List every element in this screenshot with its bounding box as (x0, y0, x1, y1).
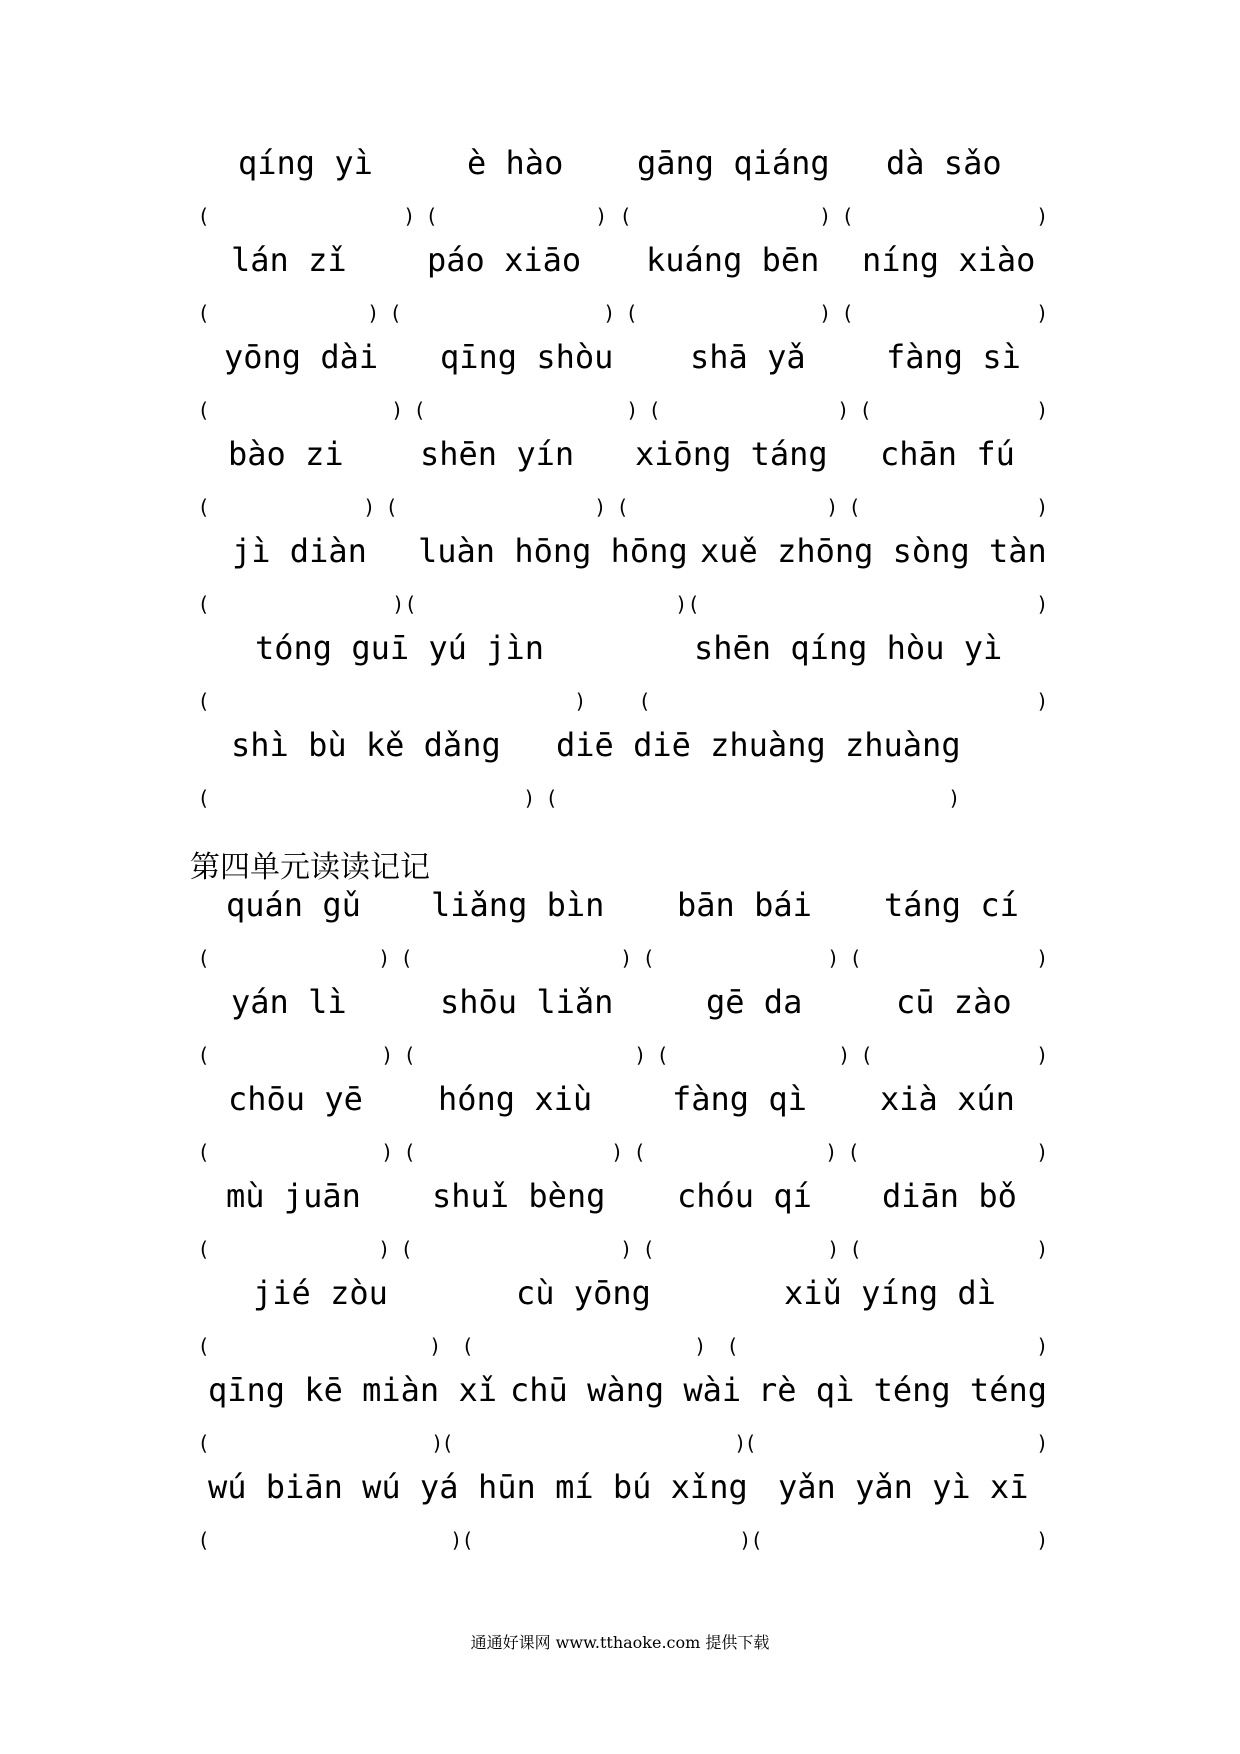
answer-blank-open-paren: ( (406, 1043, 414, 1067)
pinyin-word: fàng sì (886, 338, 1021, 376)
answer-blank-close-paren: ) (1038, 592, 1046, 616)
pinyin-word: gāng qiáng (637, 144, 830, 182)
answer-blank-open-paren: ( (416, 398, 424, 422)
pinyin-word: cù yōng (516, 1274, 651, 1312)
pinyin-word: fàng qì (672, 1080, 807, 1118)
pinyin-word: shēn yín (420, 435, 575, 473)
answer-blank-close-paren: ) (380, 1237, 388, 1261)
answer-blank-close-paren: ) (1038, 946, 1046, 970)
pinyin-word: chōu yē (228, 1080, 363, 1118)
answer-blank-close-paren: ) (383, 1140, 391, 1164)
answer-blank-close-paren: ) (839, 398, 847, 422)
answer-blank-open-paren: ( (403, 1237, 411, 1261)
pinyin-word: qíng yì (238, 144, 373, 182)
answer-blank-open-paren: ( (844, 204, 852, 228)
answer-blank-open-paren: ( (753, 1528, 761, 1552)
answer-blank-open-paren: ( (464, 1334, 472, 1358)
pinyin-word: páo xiāo (427, 241, 582, 279)
section-heading: 第四单元读读记记 (190, 850, 430, 885)
pinyin-word: è hào (467, 144, 564, 182)
answer-blank-close-paren: ) (696, 1334, 704, 1358)
answer-blank-open-paren: ( (851, 495, 859, 519)
pinyin-word: jié zòu (253, 1274, 388, 1312)
page-footer: 通通好课网 www.tthaoke.com 提供下载 (470, 1633, 770, 1652)
pinyin-word: shōu liǎn (440, 983, 614, 1021)
answer-blank-close-paren: ) (950, 786, 958, 810)
pinyin-word: cū zào (896, 983, 1012, 1021)
answer-blank-close-paren: ) (1038, 1237, 1046, 1261)
answer-blank-open-paren: ( (200, 301, 208, 325)
answer-blank-open-paren: ( (428, 204, 436, 228)
answer-blank-open-paren: ( (200, 786, 208, 810)
answer-blank-close-paren: ) (405, 204, 413, 228)
pinyin-word: tóng guī yú jìn (255, 629, 544, 667)
answer-blank-close-paren: ) (613, 1140, 621, 1164)
answer-blank-open-paren: ( (200, 1140, 208, 1164)
answer-blank-open-paren: ( (747, 1431, 755, 1455)
answer-blank-close-paren: ) (380, 946, 388, 970)
answer-blank-close-paren: ) (628, 398, 636, 422)
answer-blank-open-paren: ( (659, 1043, 667, 1067)
answer-blank-open-paren: ( (403, 946, 411, 970)
answer-blank-open-paren: ( (407, 592, 415, 616)
pinyin-word: bān bái (677, 886, 812, 924)
pinyin-word: gē da (706, 983, 803, 1021)
answer-blank-open-paren: ( (388, 495, 396, 519)
answer-blank-close-paren: ) (1038, 301, 1046, 325)
pinyin-word: chū wàng wài (510, 1371, 742, 1409)
pinyin-word: yán lì (231, 983, 347, 1021)
answer-blank-open-paren: ( (200, 592, 208, 616)
pinyin-word: xiǔ yíng dì (784, 1274, 996, 1312)
answer-blank-close-paren: ) (369, 301, 377, 325)
answer-blank-open-paren: ( (392, 301, 400, 325)
pinyin-word: xià xún (880, 1080, 1015, 1118)
answer-blank-close-paren: ) (1038, 1528, 1046, 1552)
answer-blank-close-paren: ) (383, 1043, 391, 1067)
answer-blank-close-paren: ) (829, 1237, 837, 1261)
answer-blank-open-paren: ( (200, 204, 208, 228)
answer-blank-open-paren: ( (863, 1043, 871, 1067)
pinyin-word: yǎn yǎn yì xī (778, 1468, 1029, 1506)
pinyin-word: shā yǎ (690, 338, 806, 376)
answer-blank-close-paren: ) (829, 946, 837, 970)
answer-blank-close-paren: ) (622, 946, 630, 970)
answer-blank-close-paren: ) (452, 1528, 460, 1552)
pinyin-word: chóu qí (677, 1177, 812, 1215)
answer-blank-open-paren: ( (651, 398, 659, 422)
answer-blank-open-paren: ( (690, 592, 698, 616)
pinyin-word: qīng kē miàn xǐ (208, 1371, 497, 1409)
answer-blank-close-paren: ) (433, 1431, 441, 1455)
pinyin-word: shēn qíng hòu yì (694, 629, 1003, 667)
answer-blank-close-paren: ) (1038, 398, 1046, 422)
answer-blank-close-paren: ) (821, 301, 829, 325)
answer-blank-close-paren: ) (393, 398, 401, 422)
answer-blank-close-paren: ) (636, 1043, 644, 1067)
answer-blank-close-paren: ) (365, 495, 373, 519)
pinyin-word: quán gǔ (226, 886, 361, 924)
answer-blank-close-paren: ) (576, 689, 584, 713)
answer-blank-close-paren: ) (1038, 1140, 1046, 1164)
pinyin-word: dà sǎo (886, 144, 1002, 182)
answer-blank-open-paren: ( (200, 1334, 208, 1358)
pinyin-word: diē diē zhuàng zhuàng (556, 726, 961, 764)
pinyin-word: táng cí (884, 886, 1019, 924)
pinyin-word: shuǐ bèng (432, 1177, 606, 1215)
pinyin-word: bào zi (228, 435, 344, 473)
pinyin-word: liǎng bìn (431, 886, 605, 924)
answer-blank-open-paren: ( (645, 946, 653, 970)
answer-blank-open-paren: ( (444, 1431, 452, 1455)
pinyin-word: luàn hōng hōng (418, 532, 688, 570)
answer-blank-close-paren: ) (525, 786, 533, 810)
pinyin-word: yōng dài (224, 338, 379, 376)
answer-blank-close-paren: ) (827, 1140, 835, 1164)
answer-blank-open-paren: ( (200, 1431, 208, 1455)
pinyin-word: xuě zhōng sòng tàn (700, 532, 1047, 570)
answer-blank-open-paren: ( (200, 689, 208, 713)
answer-blank-close-paren: ) (741, 1528, 749, 1552)
answer-blank-close-paren: ) (431, 1334, 439, 1358)
answer-blank-open-paren: ( (852, 946, 860, 970)
answer-blank-open-paren: ( (850, 1140, 858, 1164)
pinyin-word: diān bǒ (882, 1177, 1017, 1215)
answer-blank-open-paren: ( (852, 1237, 860, 1261)
pinyin-word: shì bù kě dǎng (231, 726, 501, 764)
answer-blank-open-paren: ( (641, 689, 649, 713)
answer-blank-open-paren: ( (200, 1237, 208, 1261)
answer-blank-open-paren: ( (862, 398, 870, 422)
pinyin-word: mù juān (226, 1177, 361, 1215)
pinyin-word: níng xiào (862, 241, 1036, 279)
pinyin-word: xiōng táng (635, 435, 828, 473)
answer-blank-close-paren: ) (677, 592, 685, 616)
answer-blank-close-paren: ) (622, 1237, 630, 1261)
pinyin-word: jì diàn (232, 532, 367, 570)
answer-blank-open-paren: ( (645, 1237, 653, 1261)
answer-blank-close-paren: ) (736, 1431, 744, 1455)
pinyin-word: lán zǐ (231, 241, 347, 279)
answer-blank-close-paren: ) (828, 495, 836, 519)
answer-blank-open-paren: ( (636, 1140, 644, 1164)
answer-blank-open-paren: ( (622, 204, 630, 228)
pinyin-word: kuáng bēn (646, 241, 820, 279)
answer-blank-close-paren: ) (596, 495, 604, 519)
answer-blank-open-paren: ( (628, 301, 636, 325)
pinyin-word: qīng shòu (440, 338, 614, 376)
answer-blank-open-paren: ( (729, 1334, 737, 1358)
pinyin-word: rè qì téng téng (758, 1371, 1047, 1409)
answer-blank-close-paren: ) (605, 301, 613, 325)
answer-blank-close-paren: ) (821, 204, 829, 228)
answer-blank-open-paren: ( (844, 301, 852, 325)
answer-blank-close-paren: ) (840, 1043, 848, 1067)
answer-blank-close-paren: ) (1038, 495, 1046, 519)
answer-blank-open-paren: ( (619, 495, 627, 519)
answer-blank-open-paren: ( (464, 1528, 472, 1552)
answer-blank-close-paren: ) (1038, 1043, 1046, 1067)
pinyin-word: hūn mí bú xǐng (478, 1468, 748, 1506)
answer-blank-close-paren: ) (597, 204, 605, 228)
answer-blank-open-paren: ( (548, 786, 556, 810)
answer-blank-open-paren: ( (406, 1140, 414, 1164)
answer-blank-open-paren: ( (200, 495, 208, 519)
pinyin-word: chān fú (880, 435, 1015, 473)
answer-blank-open-paren: ( (200, 946, 208, 970)
answer-blank-open-paren: ( (200, 1043, 208, 1067)
answer-blank-close-paren: ) (1038, 1431, 1046, 1455)
answer-blank-close-paren: ) (394, 592, 402, 616)
answer-blank-close-paren: ) (1038, 689, 1046, 713)
answer-blank-open-paren: ( (200, 1528, 208, 1552)
pinyin-word: hóng xiù (438, 1080, 593, 1118)
pinyin-word: wú biān wú yá (208, 1468, 459, 1506)
answer-blank-close-paren: ) (1038, 204, 1046, 228)
answer-blank-close-paren: ) (1038, 1334, 1046, 1358)
answer-blank-open-paren: ( (200, 398, 208, 422)
